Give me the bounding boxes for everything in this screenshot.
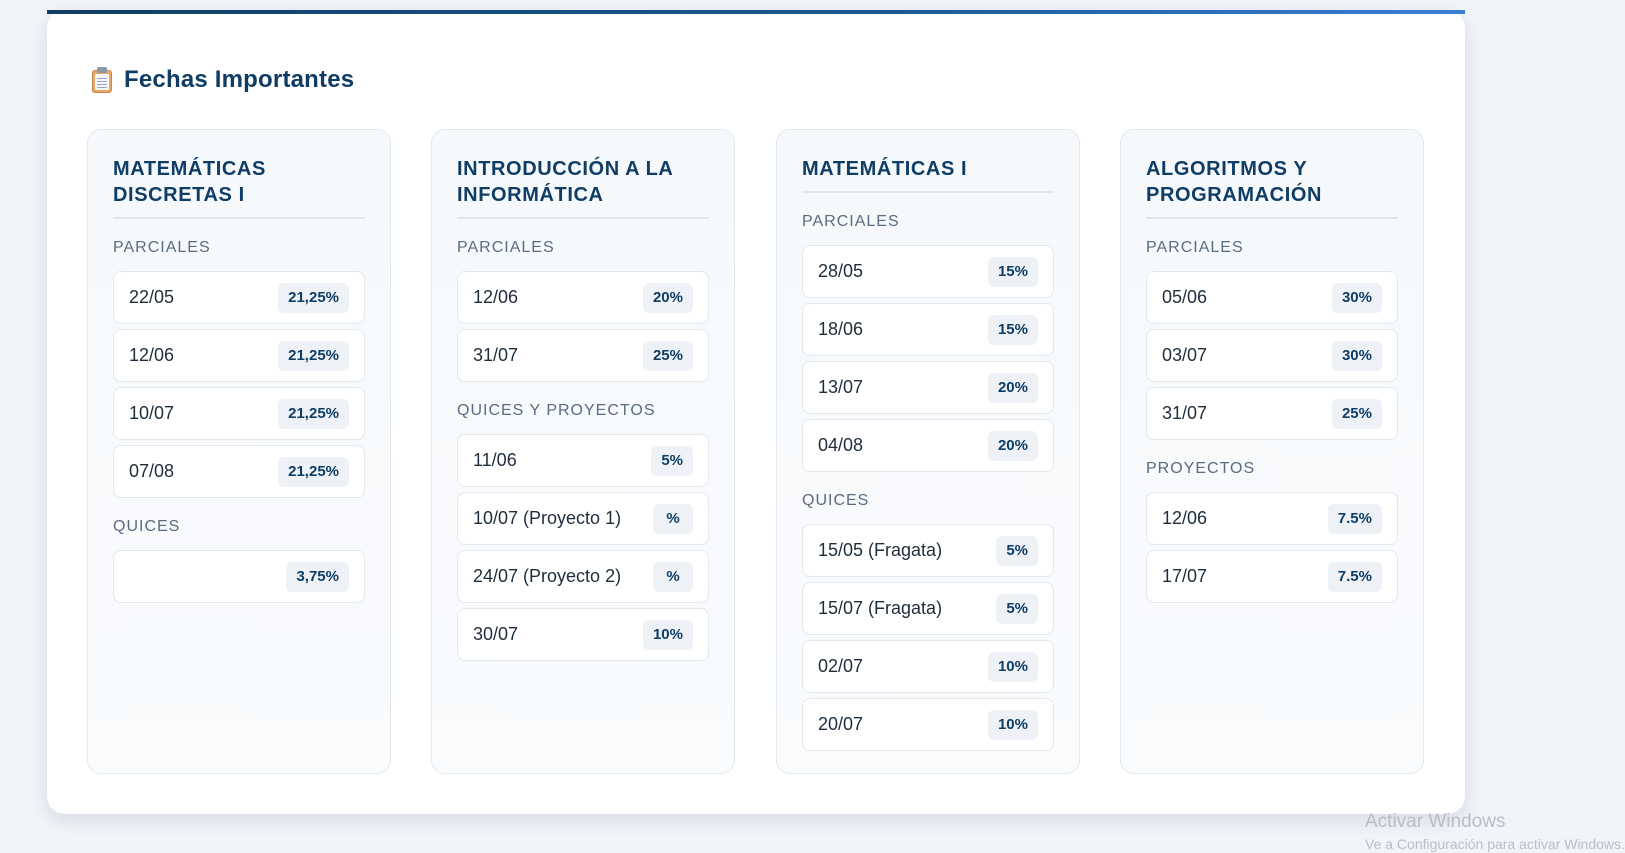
percentage-badge: 25% xyxy=(643,341,693,371)
course-card-algoritmos-programacion xyxy=(1120,129,1424,774)
date-list xyxy=(113,550,365,603)
date-text: 03/07 xyxy=(1162,345,1208,365)
date-row xyxy=(457,271,709,324)
date-row xyxy=(802,419,1054,472)
percentage-badge: 7.5% xyxy=(1328,504,1382,534)
percentage-badge: 5% xyxy=(996,594,1038,624)
date-list xyxy=(1146,271,1398,440)
percentage-badge: 30% xyxy=(1332,283,1382,313)
section-label: PARCIALES xyxy=(457,239,555,256)
percentage-badge: 30% xyxy=(1332,341,1382,371)
course-card-matematicas-discretas xyxy=(87,129,391,774)
date-row xyxy=(113,329,365,382)
date-text: 11/06 xyxy=(473,450,517,470)
date-list xyxy=(113,271,365,498)
percentage-badge: 20% xyxy=(988,373,1038,403)
date-text: 10/07 (Proyecto 1) xyxy=(473,508,622,528)
percentage-badge: 21,25% xyxy=(278,283,349,313)
date-row xyxy=(113,445,365,498)
date-row xyxy=(113,271,365,324)
percentage-badge: 10% xyxy=(643,620,693,650)
date-row xyxy=(457,550,709,603)
watermark-line-2: Ve a Configuración para activar Windows. xyxy=(1365,836,1625,852)
date-row xyxy=(1146,550,1398,603)
date-row xyxy=(457,492,709,545)
date-list xyxy=(457,434,709,661)
section-label: QUICES xyxy=(113,518,181,535)
percentage-badge: 5% xyxy=(996,536,1038,566)
date-text: 18/06 xyxy=(818,319,864,339)
section-label: PARCIALES xyxy=(113,239,211,256)
percentage-badge: 21,25% xyxy=(278,457,349,487)
date-text: 12/06 xyxy=(1162,508,1208,528)
date-text: 15/07 (Fragata) xyxy=(818,598,943,618)
date-text: 05/06 xyxy=(1162,287,1208,307)
date-text: 24/07 (Proyecto 2) xyxy=(473,566,622,586)
section-label: PARCIALES xyxy=(1146,239,1244,256)
date-row xyxy=(457,434,709,487)
date-text: 15/05 (Fragata) xyxy=(818,540,943,560)
date-row xyxy=(1146,329,1398,382)
course-title: ALGORITMOS Y PROGRAMACIÓN xyxy=(1146,156,1398,219)
course-title: INTRODUCCIÓN A LA INFORMÁTICA xyxy=(457,156,709,219)
percentage-badge: 3,75% xyxy=(286,562,349,592)
date-text: 07/08 xyxy=(129,461,175,481)
date-text: 28/05 xyxy=(818,261,864,281)
date-row xyxy=(802,245,1054,298)
percentage-badge: 15% xyxy=(988,257,1038,287)
percentage-badge: 10% xyxy=(988,652,1038,682)
percentage-badge: 7.5% xyxy=(1328,562,1382,592)
date-row xyxy=(1146,387,1398,440)
panel-title: Fechas Importantes xyxy=(124,66,355,93)
watermark-line-1: Activar Windows xyxy=(1365,811,1506,832)
percentage-badge: 25% xyxy=(1332,399,1382,429)
date-row xyxy=(113,387,365,440)
date-row xyxy=(457,329,709,382)
date-text: 17/07 xyxy=(1162,566,1208,586)
date-row xyxy=(1146,492,1398,545)
course-title: MATEMÁTICAS DISCRETAS I xyxy=(113,156,365,219)
date-row xyxy=(113,550,365,603)
panel-accent-bar xyxy=(47,10,1465,14)
windows-activation-watermark xyxy=(1365,812,1625,851)
percentage-badge: 5% xyxy=(651,446,693,476)
date-row xyxy=(457,608,709,661)
date-text: 31/07 xyxy=(1162,403,1208,423)
date-row xyxy=(802,361,1054,414)
date-text: 02/07 xyxy=(818,656,864,676)
date-text: 12/06 xyxy=(129,345,175,365)
date-text: 31/07 xyxy=(473,345,519,365)
date-row xyxy=(802,582,1054,635)
date-row xyxy=(1146,271,1398,324)
section-label: QUICES xyxy=(802,492,870,509)
percentage-badge: 21,25% xyxy=(278,341,349,371)
date-text: 20/07 xyxy=(818,714,864,734)
date-text: 13/07 xyxy=(818,377,864,397)
percentage-badge: 15% xyxy=(988,315,1038,345)
section-label: QUICES Y PROYECTOS xyxy=(457,402,656,419)
course-title: MATEMÁTICAS I xyxy=(802,156,1054,193)
date-row xyxy=(802,640,1054,693)
date-text: 30/07 xyxy=(473,624,519,644)
section-label: PROYECTOS xyxy=(1146,460,1256,477)
course-card-matematicas-i xyxy=(776,129,1080,774)
percentage-badge: % xyxy=(653,562,693,592)
date-row xyxy=(802,698,1054,751)
date-list xyxy=(802,245,1054,472)
section-label: PARCIALES xyxy=(802,213,900,230)
date-text: 12/06 xyxy=(473,287,519,307)
date-list xyxy=(1146,492,1398,603)
clipboard-icon xyxy=(90,66,114,94)
percentage-badge: 10% xyxy=(988,710,1038,740)
panel-header xyxy=(90,66,354,94)
course-card-introduccion-informatica xyxy=(431,129,735,774)
date-row xyxy=(802,303,1054,356)
date-list xyxy=(457,271,709,382)
date-text: 10/07 xyxy=(129,403,175,423)
percentage-badge: % xyxy=(653,504,693,534)
important-dates-panel xyxy=(47,10,1465,814)
percentage-badge: 20% xyxy=(643,283,693,313)
date-list xyxy=(802,524,1054,751)
date-text: 04/08 xyxy=(818,435,864,455)
date-row xyxy=(802,524,1054,577)
percentage-badge: 21,25% xyxy=(278,399,349,429)
date-text: 22/05 xyxy=(129,287,175,307)
percentage-badge: 20% xyxy=(988,431,1038,461)
